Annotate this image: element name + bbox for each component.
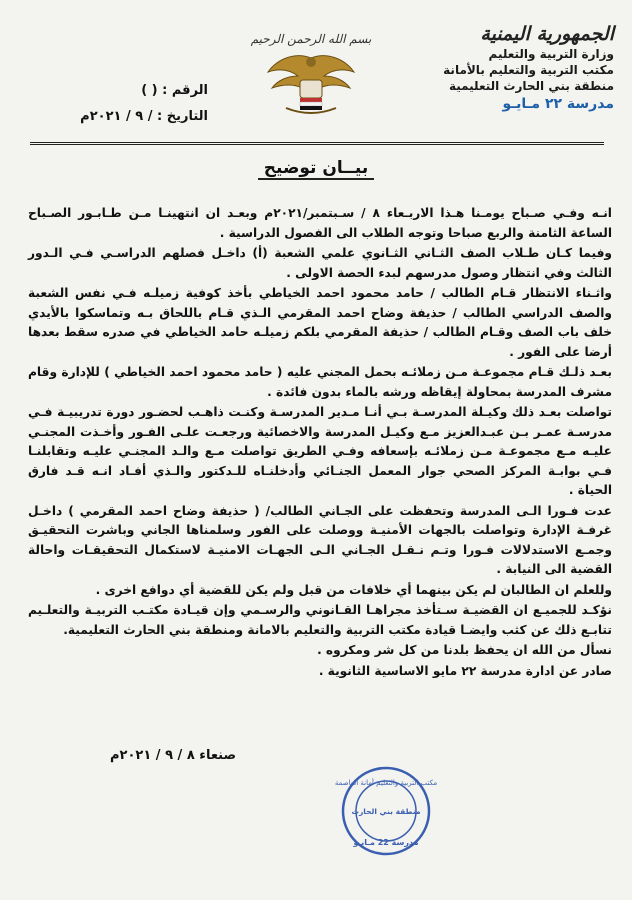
paragraph: نؤكـد للجميـع ان القضيـة سـتأخذ مجراهـا القـانوني والرسـمي وإن قيـادة مكتـب التربيـة والتعلـيم تتابـع ذلك عن كثب وايضـا قيادة مكتب التربية والتعليم بالامانة ومنطقة بني الحارث التعليمية. [28, 603, 612, 637]
office-name: مكتب التربية والتعليم بالأمانة [443, 63, 614, 77]
paragraph: نسأل من الله ان يحفظ بلدنا من كل شر ومكروه . [317, 643, 612, 657]
stamp-bottom-text: مدرسة 22 مـايـو [353, 838, 419, 847]
paragraph: صادر عن ادارة مدرسة ٢٢ مايو الاساسية الثانوية . [318, 663, 612, 678]
closing-date: صنعاء ٨ / ٩ / ٢٠٢١م [110, 748, 237, 763]
basmala: بسم الله الرحمن الرحيم [250, 32, 372, 46]
paragraph: وفيما كـان طـلاب الصف الثـاني الثـانوي علمي الشعبة (أ) داخـل فصلهم الدراسـي فـي الـدور الثالث وفي انتظار وصول مدرسهم لبدء الحصة الاولى . [28, 246, 612, 280]
ministry-name: وزارة التربية والتعليم [488, 47, 614, 61]
reference-block [38, 78, 208, 130]
letterhead-right [404, 22, 614, 114]
eagle-emblem-icon [266, 50, 356, 116]
paragraph: واثـناء الانتظار قـام الطالب / حامد محمود احمد الخياطي بأخذ كوفية زميلـه فـي نفس الشعبة والصف الدراسي الطالب / حذيفة وضاح احمد المقرمي الـذي قـام باللحاق بـه وتماسكوا بالأيدي خلف باب الصف وقـام الطالب / حذيفة المقرمي بلكم زميلـه حامد الخياطي في صدره سقط بعدها أرضا على الفور . [28, 286, 612, 359]
document-title: بيــان توضيح [0, 158, 632, 178]
reference-date: التاريخ : / ٩ / ٢٠٢١م [80, 109, 208, 124]
district-name: منطقة بني الحارث التعليمية [448, 79, 614, 93]
paragraph: بعـد ذلـك قـام مجموعـة مـن زملائـه بحمل المجني عليه ( حامد محمود احمد الخياطي ) للإدارة وقام مشرف المدرسة بمحاولة إيقاظه ورشه بالماء بدون فائدة . [28, 365, 612, 399]
paragraph: عدت فـورا الـى المدرسة وتحفظت على الجـاني الطالب/ ( حذيفة وضاح احمد المقرمي ) داخـل غرفـة الإدارة وتواصلت بالجهات الأمنيـة ووصلت على الفور وسلمناها الجاني وباشرت التحقيـق وجمـع الاستدلالات فـورا وتـم نـقـل الجـاني الـى الجهـات الامنيـة لاستكمال التحقيقـات واحالة القضية الى النيابة . [28, 503, 612, 576]
paragraph: انـه وفـي صـباح يومـنا هـذا الاربـعاء ٨ / سـبتمبر/٢٠٢١م وبعـد ان انتهينـا مـن طـابـور الصـباح الساعة الثامنة والربع صباحا وتوجه الطلاب الى الفصول الدراسية . [28, 206, 612, 240]
letterhead-center [236, 32, 386, 120]
school-name: مدرسة ٢٢ مـايـو [502, 96, 614, 112]
stamp-top-text: مكتب التربية والتعليم أمانة العاصمة [334, 779, 438, 787]
stamp-middle-text: منطقة بني الحارث [351, 807, 421, 816]
paragraph: وللعلم ان الطالبان لم يكن بينهما أي خلافات من قبل ولم يكن للقضية أي دوافع اخرى . [95, 582, 612, 597]
header-divider [30, 142, 604, 145]
republic-name: الجمهورية اليمنية [480, 23, 614, 45]
document-body [28, 204, 612, 682]
paragraph: تواصلت بعـد ذلك وكيـلة المدرسـة بـي أنـا مـدير المدرسـة وكنـت ذاهـب لحضـور دورة تدريبيـة فـي مدرسـة عمـر بـن عبـدالعزيز مـع وكيـل المدرسة والاخصائية ورجعـت علـى الفـور وأخـذت المجنـي عليـه مـع مجموعـة مـن زملائـه بإسعافه وفـي الطريق تواصلت مـع والـد المجنـي عليـه وتقابلنـا فـي بوابـة المركز الصحي جوار المعمل الجنـائي وأدخلنـاه للـدكتور والـذي أفـاد انـه قـد فارق الحياة . [28, 405, 612, 497]
school-stamp-icon [334, 765, 438, 857]
reference-number: الرقم : ( ) [141, 83, 208, 98]
